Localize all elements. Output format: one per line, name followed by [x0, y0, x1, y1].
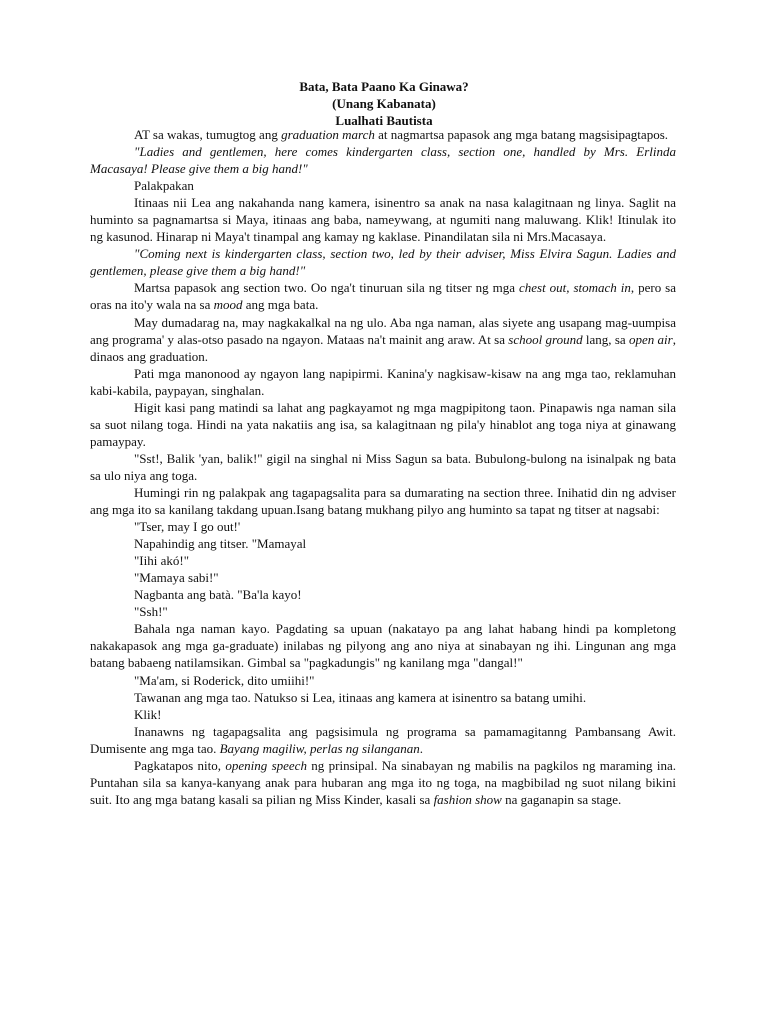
paragraph [90, 194, 676, 245]
text-span: Martsa papasok ang section two. Oo nga't tinuruan sila ng titser ng mga [134, 280, 519, 296]
paragraph [90, 569, 676, 586]
text-span: Inanawns ng tagapagsalita ang pagsisimula ng programa sa pamamagitanng Pambansang Awit. Dumisente ang mga tao. [90, 723, 676, 756]
paragraph [90, 723, 676, 757]
text-span: . [419, 740, 424, 756]
paragraph [90, 552, 676, 569]
italic-text: mood [213, 297, 243, 313]
paragraph [90, 518, 676, 535]
text-span: na gaganapin sa stage. [501, 791, 622, 807]
italic-text: "Ladies and gentlemen, here comes kindergarten class, section one, handled by Mrs. Erlinda Macasaya! Please give them a big hand!" [90, 144, 676, 177]
text-span: , pero sa oras na ito'y wala na sa [90, 280, 677, 313]
paragraph [90, 126, 676, 143]
text-span: Itinaas nii Lea ang nakahanda nang kamera, isinentro sa anak na nasa kalagitnaan ng linya. Saglit na huminto sa pagnamartsa si Maya, itinaas ang baba, nameywang, at ngumiti nang maluwang. Klik! Itinulak ito ng kasunod. Hinarap ni Maya't tinampal ang kamay ng kaklase. Pinandilatan sila ni Mrs.Macasaya. [90, 195, 676, 245]
text-span: at nagmartsa papasok ang mga batang magsisipagtapos. [374, 127, 669, 142]
paragraph [90, 279, 676, 313]
paragraph [90, 314, 676, 365]
paragraph [90, 689, 676, 706]
italic-text: fashion show [433, 791, 502, 807]
paragraph [90, 245, 676, 279]
paragraph [90, 399, 676, 450]
paragraph [90, 603, 676, 620]
italic-text: opening speech [225, 757, 307, 773]
text-span: "Sst!, Balik 'yan, balik!" gigil na singhal ni Miss Sagun sa bata. Bubulong-bulong na isinalpak ng bata sa ulo niya ang toga. [90, 450, 676, 483]
paragraph [90, 535, 676, 552]
italic-text: school ground [508, 331, 583, 347]
text-span: Klik! [134, 706, 162, 722]
italic-text: chest out, stomach in [518, 280, 631, 296]
author-name: Lualhati Bautista [335, 113, 433, 128]
text-span: "Mamaya sabi!" [134, 570, 219, 586]
italic-text: Bayang magiliw, perlas ng silanganan [219, 740, 420, 756]
text-span: , dinaos ang graduation. [90, 331, 676, 364]
text-span: "Ssh!" [134, 604, 168, 620]
italic-text: open air [628, 331, 673, 347]
document-title: Bata, Bata Paano Ka Ginawa? [299, 79, 469, 94]
italic-text: "Coming next is kindergarten class, section two, led by their adviser, Miss Elvira Sagun. Ladies and gentlemen, please give them a big hand!" [90, 246, 676, 279]
text-span: May dumadarag na, may nagkakalkal na ng ulo. Aba nga naman, alas siyete ang usapang mag-uumpisa ang programa' y alas-otso pasado na ngayon. Mataas na't mainit ang araw. At sa [90, 314, 676, 347]
text-span: Higit kasi pang matindi sa lahat ang pagkayamot ng mga magpipitong taon. Pinapawis nga naman sila sa suot nilang toga. Hindi na yata nakatiis ang isa, sa kalagitnaan ng pila'y hinablot ang toga niya at ginawang pamaypay. [90, 399, 676, 449]
text-span: Pati mga manonood ay ngayon lang napipirmi. Kanina'y nagkisaw-kisaw na ang mga tao, reklamuhan kabi-kabila, paypayan, singhalan. [90, 365, 676, 398]
text-span: Napahindig ang titser. "Mamayal [134, 536, 307, 552]
text-span: "Ma'am, si Roderick, dito umiihi!" [134, 672, 315, 688]
paragraph [90, 757, 676, 808]
italic-text: graduation march [281, 127, 375, 142]
paragraph [90, 484, 676, 518]
text-span: ng prinsipal. Na sinabayan ng mabilis na pagkilos ng maraming ina. Puntahan sila sa kanya-kanyang anak para hubaran ang mga ito ng toga, na magbibilad ng suot nilang bikini suit. Ito ang mga batang kasali sa pilian ng Miss Kinder, kasali sa [90, 757, 676, 807]
paragraph [90, 365, 676, 399]
text-span: Humingi rin ng palakpak ang tagapagsalita para sa dumarating na section three. Inihatid din ng adviser ang mga ito sa kanilang takdang upuan.Isang batang mukhang pilyo ang huminto sa tapat ng titser at nagsabi: [90, 484, 676, 518]
paragraph [90, 672, 676, 689]
paragraph [90, 177, 676, 194]
document-body [90, 126, 676, 808]
text-span: "Tser, may I go out!' [134, 519, 241, 535]
paragraph [90, 450, 676, 484]
paragraph [90, 586, 676, 603]
chapter-subtitle: (Unang Kabanata) [332, 96, 436, 111]
text-span: Nagbanta ang batà. "Ba'la kayo! [134, 587, 302, 603]
paragraph [90, 620, 676, 671]
text-span: Tawanan ang mga tao. Natukso si Lea, itinaas ang kamera at isinentro sa batang umihi. [134, 689, 587, 705]
document-header [0, 78, 768, 129]
text-span: Palakpakan [134, 178, 194, 194]
paragraph [90, 143, 676, 177]
paragraph [90, 706, 676, 723]
text-span: AT sa wakas, tumugtog ang [134, 127, 282, 142]
text-span: lang, sa [582, 331, 629, 347]
text-span: "Iihi akó!" [134, 553, 190, 569]
text-span: ang mga bata. [242, 297, 319, 313]
text-span: Bahala nga naman kayo. Pagdating sa upuan (nakatayo pa ang lahat habang hindi pa kompletong nakakapasok ang mga ga-graduate) inilabas ng pilyong ang ano niya at sinabayan ng ihi. Lingunan ang mga batang babaeng natilamsikan. Gimbal sa "pagkadungis" ng kanilang mga "dangal!" [90, 621, 676, 671]
text-span: Pagkatapos nito, [134, 757, 226, 773]
